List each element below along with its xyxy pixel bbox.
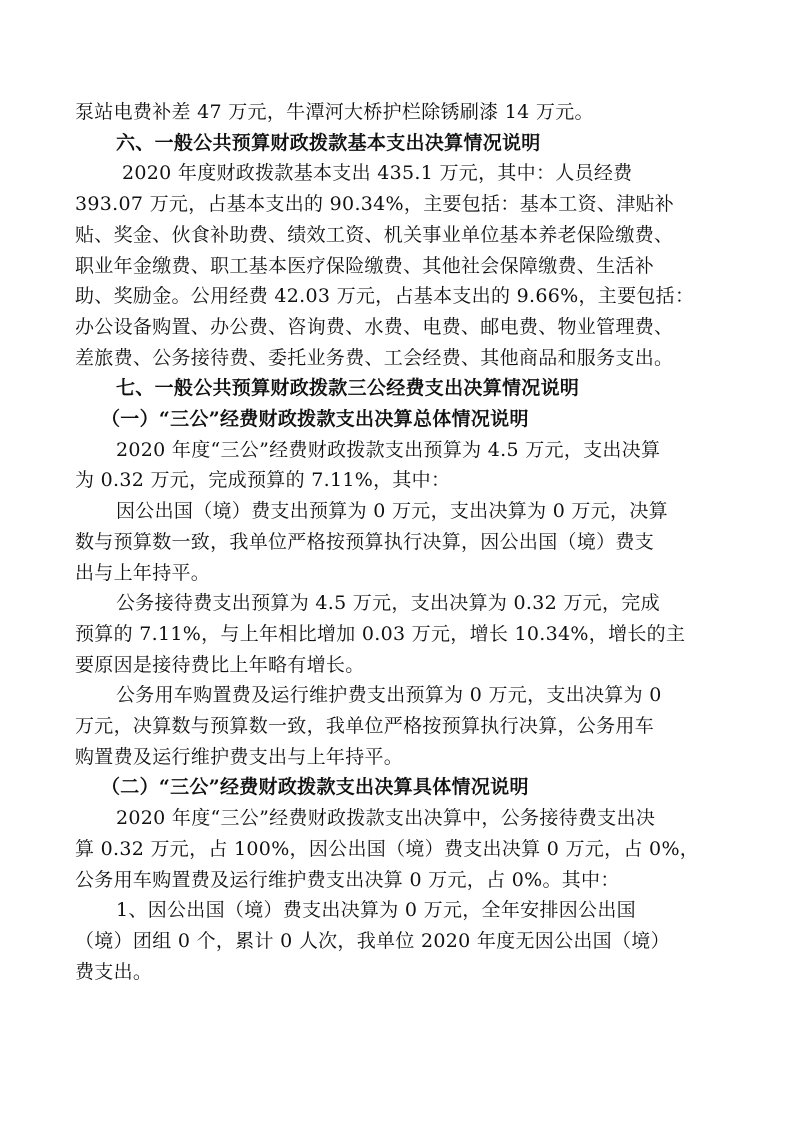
body-line: 2020 年度“三公”经费财政拨款支出预算为 4.5 万元，支出决算 bbox=[116, 438, 661, 461]
body-line: 因公出国（境）费支出预算为 0 万元，支出决算为 0 万元，决算 bbox=[116, 500, 668, 523]
body-line: 出与上年持平。 bbox=[75, 561, 211, 584]
body-line: （境）团组 0 个，累计 0 人次，我单位 2020 年度无因公出国（境） bbox=[75, 929, 670, 952]
body-line: 贴、奖金、伙食补助费、绩效工资、机关事业单位基本养老保险缴费、 bbox=[75, 223, 674, 246]
body-line: 数与预算数一致，我单位严格按预算执行决算，因公出国（境）费支 bbox=[75, 530, 655, 553]
subsection-heading-one: （一）“三公”经费财政拨款支出决算总体情况说明 bbox=[101, 408, 529, 431]
body-line: 公务用车购置费及运行维护费支出预算为 0 万元，支出决算为 0 bbox=[116, 684, 662, 707]
body-line: 办公设备购置、办公费、咨询费、水费、电费、邮电费、物业管理费、 bbox=[75, 315, 674, 338]
body-line: 预算的 7.11%，与上年相比增加 0.03 万元，增长 10.34%，增长的主 bbox=[75, 622, 686, 645]
body-line: 职业年金缴费、职工基本医疗保险缴费、其他社会保障缴费、生活补 bbox=[75, 254, 655, 277]
body-line: 公务用车购置费及运行维护费支出决算 0 万元，占 0%。其中： bbox=[75, 868, 620, 891]
body-line: 393.07 万元，占基本支出的 90.34%，主要包括：基本工资、津贴补 bbox=[75, 193, 675, 216]
body-line: 1、因公出国（境）费支出决算为 0 万元，全年安排因公出国 bbox=[116, 899, 636, 922]
body-line: 2020 年度“三公”经费财政拨款支出决算中，公务接待费支出决 bbox=[116, 807, 656, 830]
section-heading-six: 六、一般公共预算财政拨款基本支出决算情况说明 bbox=[116, 131, 541, 154]
body-line: 泵站电费补差 47 万元，牛潭河大桥护栏除锈刷漆 14 万元。 bbox=[75, 101, 594, 123]
section-heading-seven: 七、一般公共预算财政拨款三公经费支出决算情况说明 bbox=[116, 377, 580, 400]
body-line: 公务接待费支出预算为 4.5 万元，支出决算为 0.32 万元，完成 bbox=[116, 592, 660, 615]
body-line: 算 0.32 万元，占 100%，因公出国（境）费支出决算 0 万元，占 0%， bbox=[75, 837, 700, 860]
subsection-heading-two: （二）“三公”经费财政拨款支出决算具体情况说明 bbox=[101, 776, 529, 799]
body-line: 要原因是接待费比上年略有增长。 bbox=[75, 653, 365, 676]
body-line: 费支出。 bbox=[75, 960, 153, 983]
body-line: 万元，决算数与预算数一致，我单位严格按预算执行决算，公务用车 bbox=[75, 715, 655, 738]
body-line: 为 0.32 万元，完成预算的 7.11%，其中： bbox=[75, 469, 451, 492]
document-body bbox=[75, 97, 735, 987]
body-line: 助、奖励金。公用经费 42.03 万元，占基本支出的 9.66%，主要包括： bbox=[75, 285, 695, 308]
body-line: 购置费及运行维护费支出与上年持平。 bbox=[75, 745, 404, 768]
body-line: 2020 年度财政拨款基本支出 435.1 万元，其中：人员经费 bbox=[122, 162, 633, 185]
body-line: 差旅费、公务接待费、委托业务费、工会经费、其他商品和服务支出。 bbox=[75, 346, 674, 369]
